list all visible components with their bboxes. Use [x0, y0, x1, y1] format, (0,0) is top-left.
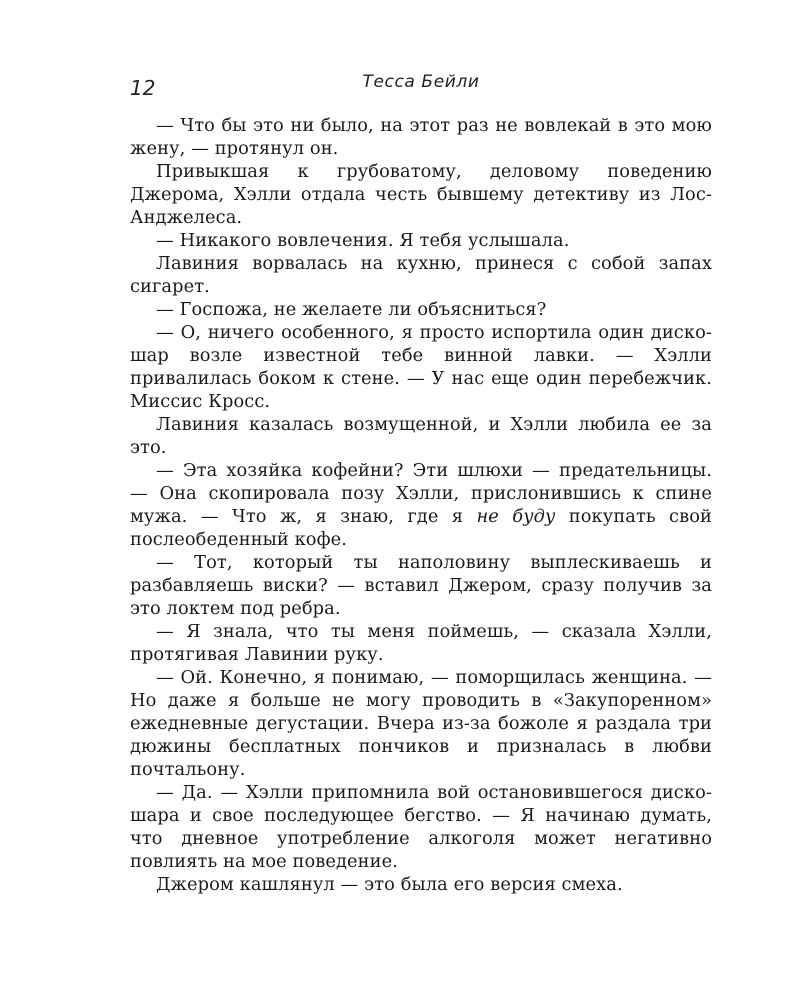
- paragraph: Джером кашлянул — это была его версия смеха.: [156, 874, 623, 895]
- paragraph: Лавиния казалась возмущенной, и Хэлли любила ее за это.: [130, 414, 712, 458]
- book-author: Тесса Бейли: [362, 72, 480, 92]
- body-text: [130, 114, 712, 896]
- paragraph-text: — Эта хозяйка кофейни? Эти шлюхи — предательницы. — Она скопировала позу Хэлли, прислонившись к спине мужа. — Что ж, я знаю, где я: [130, 460, 712, 527]
- paragraph: — Что бы это ни было, на этот раз не вовлекай в это мою жену, — протянул он.: [130, 115, 712, 159]
- italic-emphasis: не буду: [476, 506, 556, 527]
- paragraph: [130, 459, 712, 551]
- paragraph: — Госпожа, не желаете ли объясниться?: [156, 299, 547, 320]
- paragraph: Лавиния ворвалась на кухню, принеся с собой запах сигарет.: [130, 253, 712, 297]
- paragraph-text: покупать свой послеобеденный кофе.: [130, 506, 712, 550]
- paragraph: — Да. — Хэлли припомнила вой остановившегося диско-шара и свое последующее бегство. — Я начинаю думать, что дневное употребление алкоголя может негативно повлиять на мое поведение.: [130, 782, 712, 872]
- running-head: [130, 72, 712, 102]
- paragraph: — Я знала, что ты меня поймешь, — сказала Хэлли, протягивая Лавинии руку.: [130, 621, 712, 665]
- page-number: 12: [130, 76, 156, 100]
- paragraph: Привыкшая к грубоватому, деловому поведению Джерома, Хэлли отдала честь бывшему детективу из Лос-Анджелеса.: [130, 161, 712, 228]
- paragraph: — О, ничего особенного, я просто испортила один диско-шар возле известной тебе винной лавки. — Хэлли привалилась боком к стене. — У нас еще один перебежчик. Миссис Кросс.: [130, 322, 712, 412]
- paragraph: — Никакого вовлечения. Я тебя услышала.: [156, 230, 570, 251]
- paragraph: — Ой. Конечно, я понимаю, — поморщилась женщина. — Но даже я больше не могу проводить в «Закупоренном» ежедневные дегустации. Вчера из-за божоле я раздала три дюжины бесплатных пончиков и призналась в любви почтальону.: [130, 667, 712, 780]
- paragraph: — Тот, который ты наполовину выплескиваешь и разбавляешь виски? — вставил Джером, сразу получив за это локтем под ребра.: [130, 552, 712, 619]
